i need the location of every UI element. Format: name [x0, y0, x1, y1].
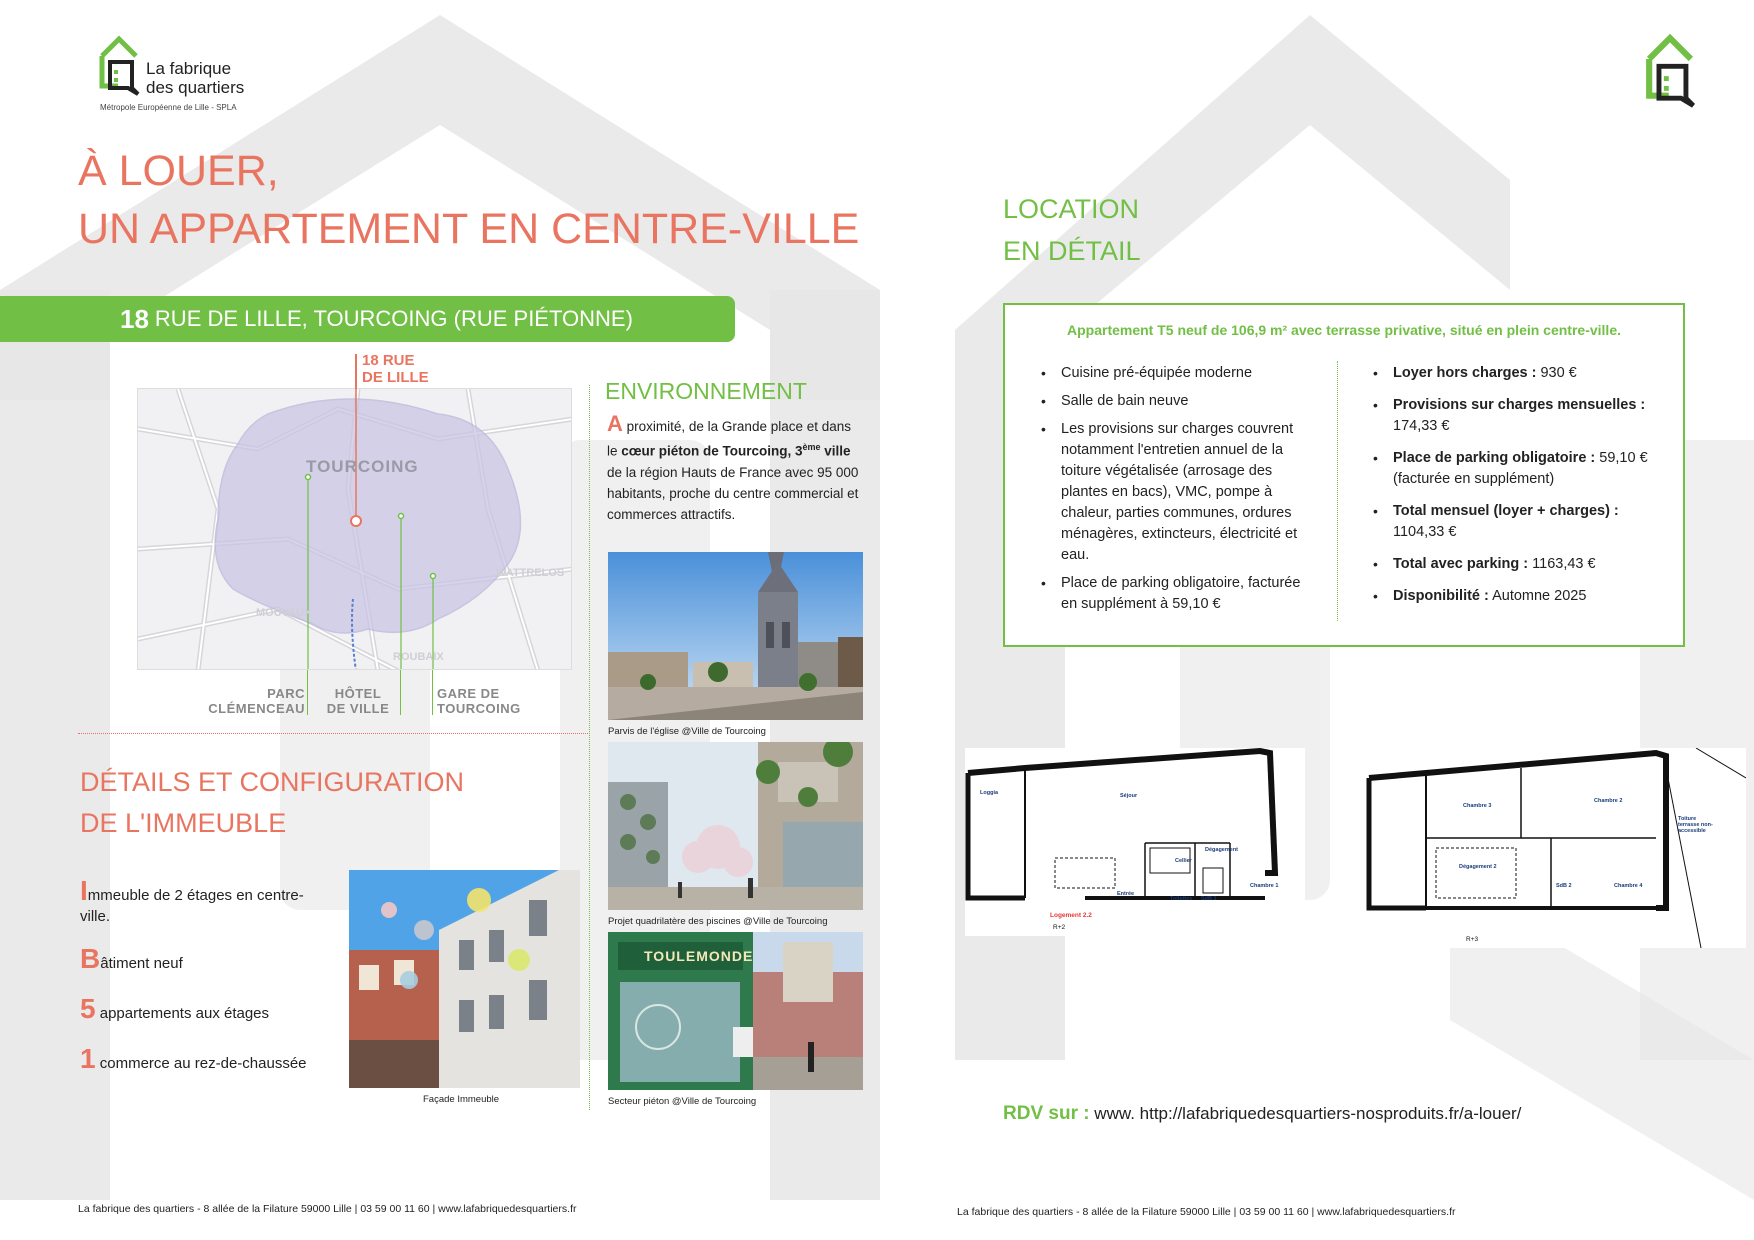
pricing-item: [1367, 363, 1667, 384]
plan-level-r3: R+3: [1466, 936, 1479, 943]
room-label: Toiture terrasse non-accessible: [1678, 816, 1713, 834]
column-divider: [589, 385, 590, 1110]
room-label: Dégagement: [1205, 847, 1239, 853]
caption-church: Parvis de l'église @Ville de Tourcoing: [608, 726, 766, 737]
pricing-item: [1367, 395, 1667, 437]
photo-facade-drawing: [349, 870, 580, 1088]
fact-item: [80, 1043, 340, 1074]
photo-project-drawing: [608, 742, 863, 910]
pricing-label: Loyer hors charges :: [1393, 365, 1537, 381]
room-label: Dégagement 2: [1459, 864, 1497, 870]
brand-subtitle: Métropole Européenne de Lille - SPLA: [100, 103, 237, 112]
room-label: Séjour: [1120, 793, 1138, 799]
pricing-label: Place de parking obligatoire :: [1393, 450, 1596, 466]
fact-initial: I: [80, 875, 88, 906]
pricing-item: [1367, 501, 1667, 543]
environment-text-sup: ème: [802, 442, 821, 452]
room-label: Chambre 2: [1594, 798, 1623, 804]
rdv-link[interactable]: www. http://lafabriquedesquartiers-nosproduits.fr/a-louer/: [1089, 1104, 1522, 1123]
fact-item: [80, 943, 332, 974]
rdv-label: RDV sur :: [1003, 1103, 1090, 1124]
environment-text-2: de la région Hauts de France avec 95 000 habitants, proche du centre commercial et commerces attractifs.: [607, 464, 859, 522]
pricing-value: 930 €: [1536, 365, 1577, 381]
brand-name-line1: La fabrique: [146, 59, 232, 78]
pricing-value: 59,10 € (facturée en supplément): [1393, 450, 1648, 487]
page-title: [78, 142, 859, 258]
map-drawing: [138, 389, 572, 670]
hotel-line2: DE VILLE: [326, 701, 390, 716]
location-title-line2: EN DÉTAIL: [1003, 236, 1141, 266]
detail-box-heading: Appartement T5 neuf de 106,9 m² avec terrasse privative, situé en plein centre-ville.: [1067, 322, 1621, 338]
caption-project: Projet quadrilatère des piscines @Ville de Tourcoing: [608, 916, 828, 927]
room-label: SdB 1: [1201, 896, 1217, 902]
detail-box-divider: [1337, 361, 1338, 621]
room-label: Chambre 3: [1463, 803, 1492, 809]
map-town-roubaix: ROUBAIX: [393, 651, 444, 663]
environment-initial: A: [607, 411, 623, 436]
fact-item: [80, 875, 332, 927]
plan-level-r2: R+2: [1053, 924, 1066, 931]
leader-gare: [432, 670, 433, 715]
photo-church: [608, 552, 863, 720]
fact-text: appartements aux étages: [95, 1005, 270, 1022]
address-number: 18: [120, 303, 149, 334]
pricing-value: 174,33 €: [1393, 418, 1450, 434]
gare-line1: GARE DE: [437, 686, 500, 701]
pricing-label: Total mensuel (loyer + charges) :: [1393, 503, 1619, 519]
room-label: Chambre 1: [1250, 883, 1279, 889]
brand-name: [146, 59, 244, 97]
map-town-mouvaux: MOUVAUX: [256, 607, 312, 619]
location-map: [137, 388, 572, 670]
feature-item: • Salle de bain neuve: [1035, 391, 1305, 412]
floor-plan-r2: [965, 748, 1305, 936]
title-line2: UN APPARTEMENT EN CENTRE-VILLE: [78, 205, 860, 253]
fact-text: commerce au rez-de-chaussée: [95, 1055, 307, 1072]
caption-facade: Façade Immeuble: [423, 1094, 500, 1105]
photo-sector: [608, 932, 863, 1090]
rdv-line: [1003, 1103, 1521, 1125]
room-label: Toilettes: [1170, 896, 1193, 902]
location-title: [1003, 188, 1141, 272]
map-city-label: TOURCOING: [306, 457, 419, 476]
feature-item: • Place de parking obligatoire, facturée en supplément à 59,10 €: [1035, 573, 1305, 615]
pricing-list: [1367, 363, 1667, 618]
pricing-item: [1367, 448, 1667, 490]
pricing-value: 1104,33 €: [1393, 524, 1457, 540]
floor-plan-r2-drawing: [965, 748, 1305, 936]
environment-text-bold-1: cœur piéton de Tourcoing, 3: [621, 443, 803, 459]
leader-hotel: [400, 670, 401, 715]
parc-line2: CLÉMENCEAU: [208, 701, 305, 716]
caption-sector: Secteur piéton @Ville de Tourcoing: [608, 1096, 757, 1107]
gare-line2: TOURCOING: [437, 701, 521, 716]
room-label: Cellier: [1175, 858, 1192, 864]
section-divider-horizontal: [78, 733, 588, 734]
map-town-wattrelos: WATTRELOS: [496, 567, 565, 579]
brand-name-line2: des quartiers: [146, 78, 245, 97]
fact-item: [80, 993, 332, 1024]
plan-unit-tag: Logement 2.2: [1050, 912, 1092, 919]
details-title-line1: DÉTAILS ET CONFIGURATION: [80, 767, 465, 797]
address-text: RUE DE LILLE, TOURCOING (RUE PIÉTONNE): [154, 306, 633, 331]
feature-item: • Cuisine pré-équipée moderne: [1035, 363, 1305, 384]
fact-text: âtiment neuf: [100, 955, 183, 972]
pricing-item: [1367, 554, 1667, 575]
room-label: SdB 2: [1556, 883, 1572, 889]
fact-initial: 5: [80, 993, 96, 1024]
parc-line1: PARC: [267, 686, 305, 701]
floor-plan-r3-drawing: [1366, 748, 1746, 948]
environment-text: [607, 413, 859, 525]
location-title-line1: LOCATION: [1003, 194, 1140, 224]
label-gare-de-tourcoing: [437, 686, 537, 716]
shop-sign-text: TOULEMONDE: [644, 948, 754, 964]
pricing-label: Disponibilité :: [1393, 588, 1489, 604]
pin-leader-line: [355, 354, 357, 389]
details-title: [80, 762, 464, 844]
pricing-label: Provisions sur charges mensuelles :: [1393, 397, 1646, 413]
environment-text-bold-2: ville: [820, 443, 851, 459]
room-label: Chambre 4: [1614, 883, 1643, 889]
tourcoing-area: [215, 399, 520, 633]
feature-item: • Les provisions sur charges couvrent notamment l'entretien annuel de la toiture végétalisée (arrosage des plantes en bacs), VMC, pompe à chaleur, parties communes, ordures ménagères, extincteurs, électricité et eau.: [1035, 419, 1305, 566]
photo-facade: [349, 870, 580, 1088]
pricing-value: 1163,43 €: [1528, 556, 1596, 572]
title-line1: À LOUER,: [78, 147, 279, 195]
pricing-label: Total avec parking :: [1393, 556, 1529, 572]
environment-title: ENVIRONNEMENT: [605, 378, 807, 404]
photo-church-drawing: [608, 552, 863, 720]
address-banner: [0, 296, 735, 342]
pin-label-line1: 18 RUE: [362, 352, 415, 369]
details-title-line2: DE L'IMMEUBLE: [80, 808, 287, 838]
footer-right: La fabrique des quartiers - 8 allée de la Filature 59000 Lille | 03 59 00 11 60 | www.lafabriquedesquartiers.fr: [957, 1206, 1456, 1218]
leader-parc: [307, 670, 308, 715]
pricing-item: [1367, 586, 1667, 607]
pin-address-label: [362, 352, 429, 386]
pricing-value: Automne 2025: [1488, 588, 1587, 604]
photo-project: [608, 742, 863, 910]
label-parc-clemenceau: [195, 686, 305, 716]
fact-initial: B: [80, 943, 101, 974]
environment-text-1: proximité, de la Grande place et dans le: [607, 419, 852, 459]
fact-initial: 1: [80, 1043, 96, 1074]
label-hotel-de-ville: [320, 686, 396, 716]
brand-logo-icon-right: [1644, 32, 1696, 108]
footer-left: La fabrique des quartiers - 8 allée de la Filature 59000 Lille | 03 59 00 11 60 | www.lafabriquedesquartiers.fr: [78, 1203, 577, 1215]
floor-plan-r3: [1366, 748, 1746, 948]
room-label: Loggia: [980, 790, 999, 796]
hotel-line1: HÔTEL: [334, 686, 382, 701]
room-label: Entrée: [1117, 891, 1135, 897]
features-list: [1035, 363, 1305, 622]
pin-label-line2: DE LILLE: [362, 369, 429, 386]
brand-logo-icon: [98, 34, 140, 96]
fact-text: mmeuble de 2 étages en centre-ville.: [80, 887, 304, 925]
detail-box: [1003, 303, 1685, 647]
